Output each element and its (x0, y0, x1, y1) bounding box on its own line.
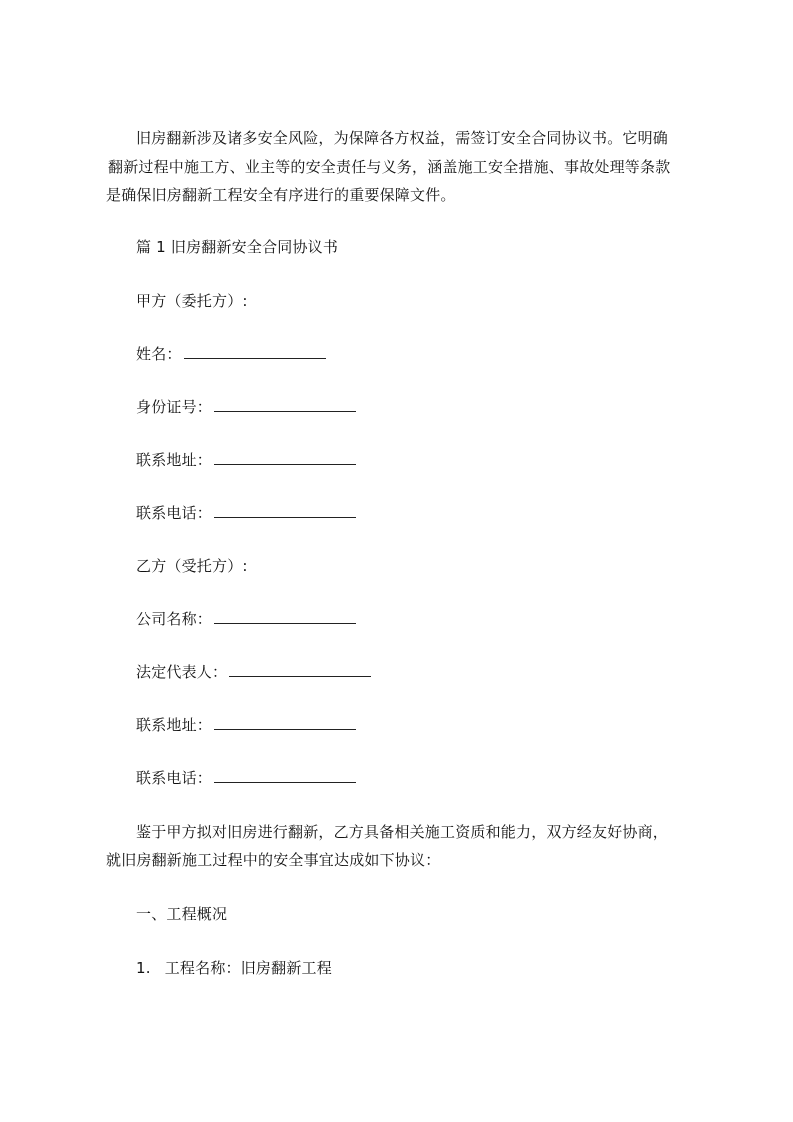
clause-1-heading: 一、工程概况 (136, 905, 228, 923)
party-a-name-blank[interactable] (184, 344, 326, 359)
party-b-address-row (136, 714, 356, 736)
intro-line-2: 翻新过程中施工方、业主等的安全责任与义务，涵盖施工安全措施、事故处理等条款 (108, 158, 671, 176)
party-a-address-row (136, 449, 356, 471)
party-a-id-row (136, 396, 356, 418)
party-a-heading: 甲方（委托方）: (136, 292, 248, 310)
party-b-legal-rep-blank[interactable] (229, 662, 371, 677)
party-b-company-blank[interactable] (214, 609, 356, 624)
party-b-address-label: 联系地址： (136, 716, 213, 734)
party-a-phone-label: 联系电话： (136, 504, 213, 522)
preamble-line-1: 鉴于甲方拟对旧房进行翻新，乙方具备相关施工资质和能力，双方经友好协商， (136, 823, 669, 841)
preamble-line-2: 就旧房翻新施工过程中的安全事宜达成如下协议： (106, 851, 441, 869)
clause-1-item-1 (136, 957, 332, 979)
party-a-id-blank[interactable] (214, 397, 356, 412)
party-b-heading: 乙方（受托方）: (136, 557, 248, 575)
party-b-legal-rep-label: 法定代表人： (136, 663, 228, 681)
party-a-phone-row (136, 502, 356, 524)
party-b-phone-blank[interactable] (214, 768, 356, 783)
party-b-phone-label: 联系电话： (136, 769, 213, 787)
party-a-address-blank[interactable] (214, 450, 356, 465)
party-b-legal-rep-row (136, 661, 371, 683)
section-title: 篇 1 旧房翻新安全合同协议书 (136, 238, 339, 256)
clause-1-item-1-number: 1. (136, 959, 151, 977)
party-b-phone-row (136, 767, 356, 789)
intro-line-1: 旧房翻新涉及诸多安全风险，为保障各方权益，需签订安全合同协议书。它明确 (136, 129, 669, 147)
party-b-company-label: 公司名称： (136, 610, 213, 628)
party-b-address-blank[interactable] (214, 715, 356, 730)
party-a-address-label: 联系地址： (136, 451, 213, 469)
party-a-id-label: 身份证号： (136, 398, 213, 416)
party-a-name-row (136, 343, 326, 365)
party-a-name-label: 姓名： (136, 345, 182, 363)
clause-1-item-1-text: 工程名称：旧房翻新工程 (164, 959, 332, 977)
party-a-phone-blank[interactable] (214, 503, 356, 518)
intro-line-3: 是确保旧房翻新工程安全有序进行的重要保障文件。 (106, 186, 456, 204)
party-b-company-row (136, 608, 356, 630)
